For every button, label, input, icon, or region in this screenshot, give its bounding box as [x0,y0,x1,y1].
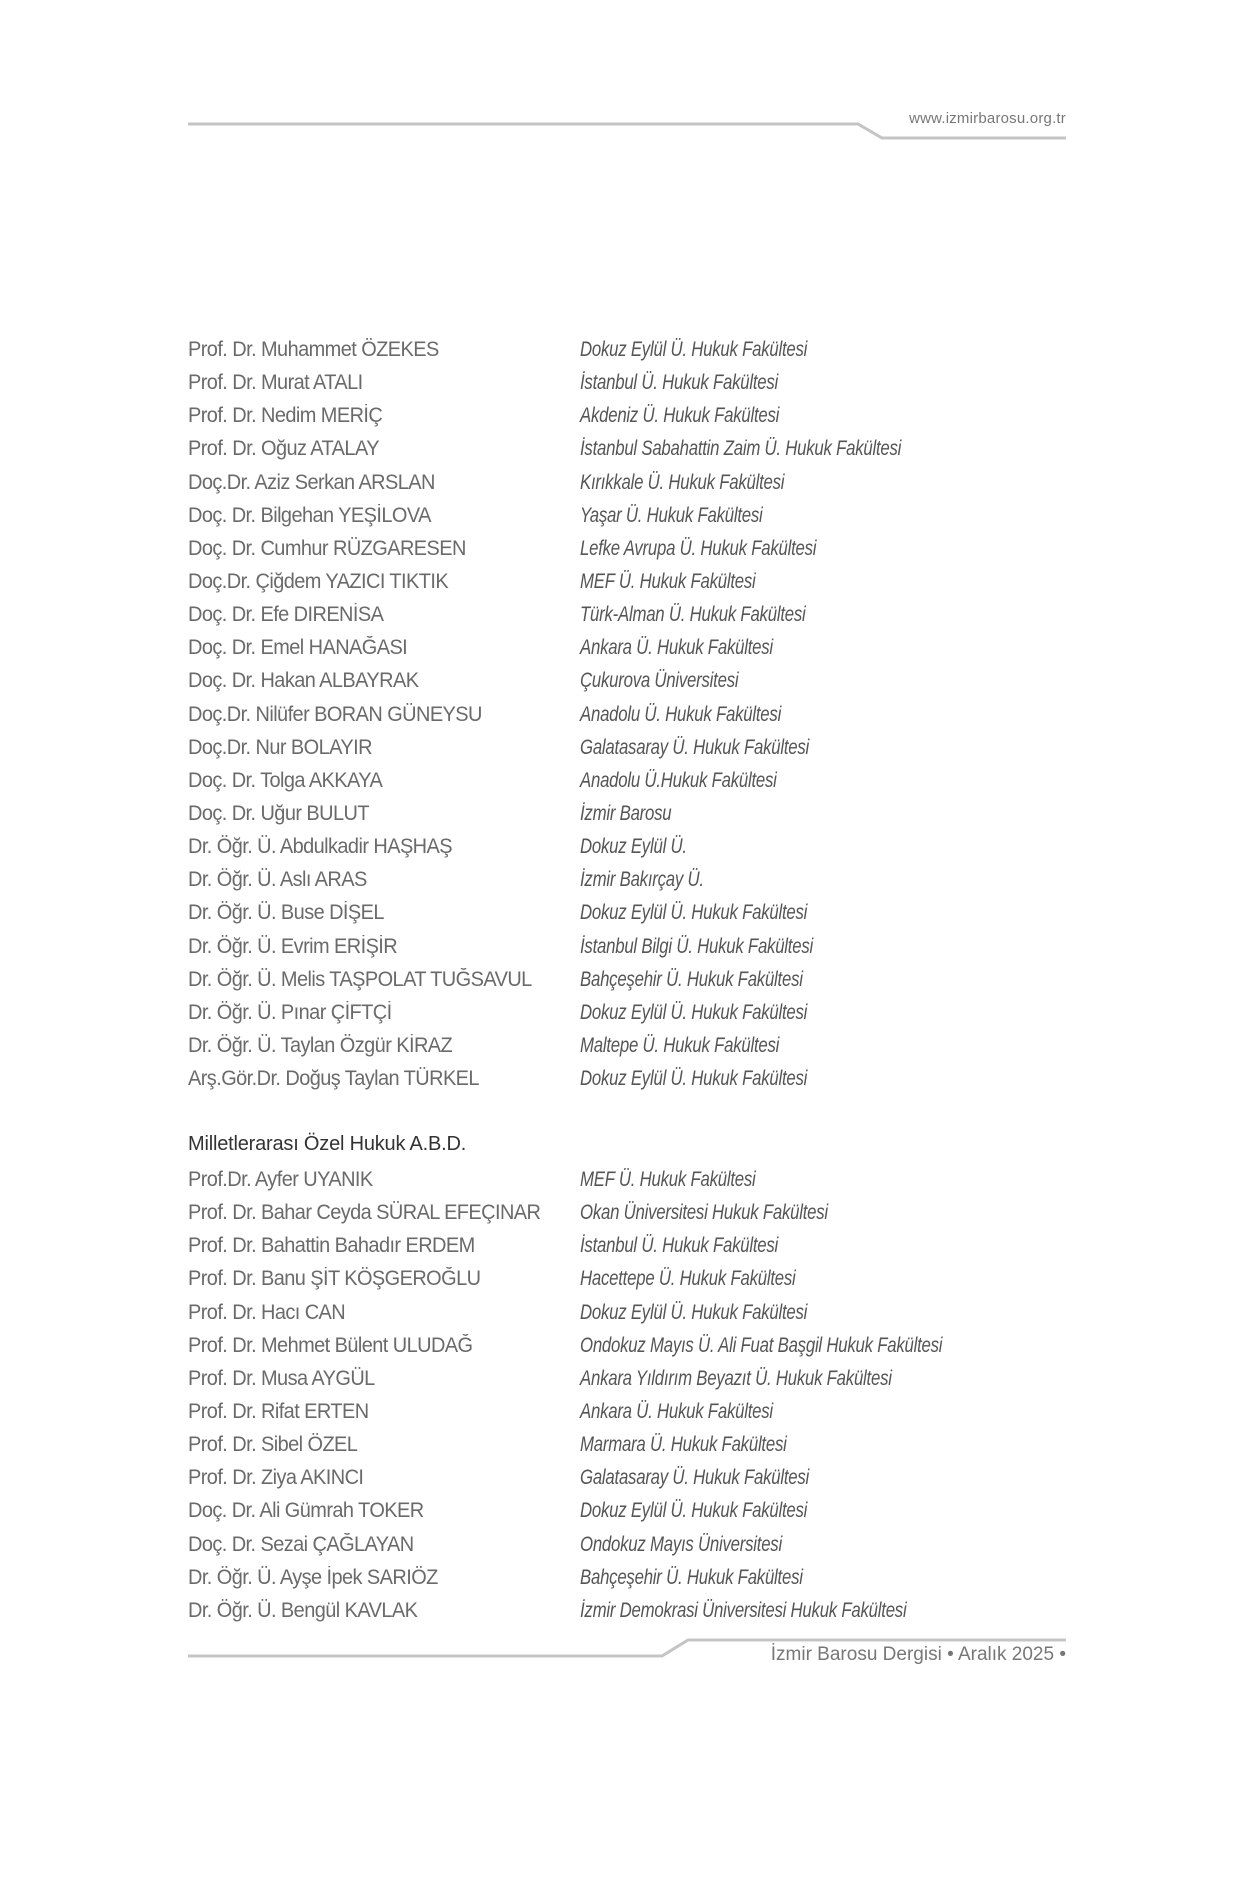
list-item [188,1400,1088,1433]
list-item [188,1201,1088,1234]
member-institution: Yaşar Ü. Hukuk Fakültesi [580,503,763,527]
member-institution: Kırıkkale Ü. Hukuk Fakültesi [580,470,785,494]
member-institution: Dokuz Eylül Ü. Hukuk Fakültesi [580,1300,808,1324]
member-institution: Okan Üniversitesi Hukuk Fakültesi [580,1201,828,1225]
member-institution: Dokuz Eylül Ü. Hukuk Fakültesi [580,1000,808,1024]
member-institution: Dokuz Eylül Ü. [580,835,687,859]
member-name: Doç.Dr. Nur BOLAYIR [188,735,372,759]
member-name: Doç. Dr. Hakan ALBAYRAK [188,669,419,693]
member-institution: Dokuz Eylül Ü. Hukuk Fakültesi [580,338,808,361]
member-name: Doç. Dr. Bilgehan YEŞİLOVA [188,503,431,527]
member-name: Doç. Dr. Emel HANAĞASI [188,636,408,660]
member-institution: İstanbul Ü. Hukuk Fakültesi [580,1234,779,1258]
list-item [188,901,1088,934]
list-item [188,769,1088,802]
faculty-list-1 [188,338,1088,1100]
list-item [188,835,1088,868]
member-name: Doç. Dr. Cumhur RÜZGARESEN [188,536,466,560]
member-institution: Dokuz Eylül Ü. Hukuk Fakültesi [580,1499,808,1523]
member-institution: MEF Ü. Hukuk Fakültesi [580,569,756,593]
list-item [188,1334,1088,1367]
member-name: Doç. Dr. Ali Gümrah TOKER [188,1499,424,1523]
member-name: Dr. Öğr. Ü. Pınar ÇİFTÇİ [188,1000,392,1024]
list-item [188,736,1088,769]
list-item [188,968,1088,1001]
list-item [188,471,1088,504]
list-item [188,1034,1088,1067]
member-name: Doç.Dr. Nilüfer BORAN GÜNEYSU [188,702,482,726]
list-item [188,537,1088,570]
member-institution: Bahçeşehir Ü. Hukuk Fakültesi [580,967,803,991]
member-name: Doç. Dr. Tolga AKKAYA [188,768,383,792]
member-institution: İstanbul Sabahattin Zaim Ü. Hukuk Fakültesi [580,437,902,461]
list-item [188,603,1088,636]
list-item [188,935,1088,968]
member-name: Arş.Gör.Dr. Doğuş Taylan TÜRKEL [188,1067,479,1091]
list-item [188,570,1088,603]
member-name: Dr. Öğr. Ü. Melis TAŞPOLAT TUĞSAVUL [188,967,532,991]
member-name: Prof. Dr. Nedim MERİÇ [188,404,383,428]
member-name: Doç.Dr. Çiğdem YAZICI TIKTIK [188,569,449,593]
member-institution: İzmir Demokrasi Üniversitesi Hukuk Fakültesi [580,1598,907,1622]
member-institution: Maltepe Ü. Hukuk Fakültesi [580,1033,780,1057]
list-item [188,1533,1088,1566]
member-institution: MEF Ü. Hukuk Fakültesi [580,1168,756,1191]
member-name: Doç. Dr. Efe DIRENİSA [188,603,384,627]
section-title: Milletlerarası Özel Hukuk A.B.D. [188,1133,467,1155]
list-item [188,404,1088,437]
member-institution: İzmir Bakırçay Ü. [580,868,704,892]
list-item [188,1499,1088,1532]
member-institution: Ankara Ü. Hukuk Fakültesi [580,1399,773,1423]
member-institution: Marmara Ü. Hukuk Fakültesi [580,1433,787,1457]
member-institution: Ankara Yıldırım Beyazıt Ü. Hukuk Fakültesi [580,1366,892,1390]
list-item [188,1067,1088,1100]
list-item [188,437,1088,470]
member-name: Prof. Dr. Murat ATALI [188,371,363,395]
member-institution: Ondokuz Mayıs Ü. Ali Fuat Başgil Hukuk Fakültesi [580,1333,943,1357]
list-item [188,1599,1088,1632]
member-name: Prof. Dr. Hacı CAN [188,1300,346,1324]
member-name: Prof. Dr. Sibel ÖZEL [188,1433,358,1457]
list-item [188,1168,1088,1201]
member-institution: Çukurova Üniversitesi [580,669,739,693]
member-institution: Ondokuz Mayıs Üniversitesi [580,1532,782,1556]
member-name: Prof. Dr. Oğuz ATALAY [188,437,379,461]
list-item [188,636,1088,669]
list-item [188,1466,1088,1499]
member-institution: Hacettepe Ü. Hukuk Fakültesi [580,1267,796,1291]
member-name: Prof. Dr. Bahar Ceyda SÜRAL EFEÇINAR [188,1201,541,1225]
list-item [188,338,1088,371]
member-institution: Galatasaray Ü. Hukuk Fakültesi [580,1466,810,1490]
member-name: Dr. Öğr. Ü. Evrim ERİŞİR [188,934,398,958]
list-item [188,371,1088,404]
member-institution: Galatasaray Ü. Hukuk Fakültesi [580,735,810,759]
member-name: Dr. Öğr. Ü. Buse DİŞEL [188,901,384,925]
list-item [188,1001,1088,1034]
header-url: www.izmirbarosu.org.tr [909,110,1066,127]
member-institution: Lefke Avrupa Ü. Hukuk Fakültesi [580,536,817,560]
list-item [188,1566,1088,1599]
member-institution: Anadolu Ü. Hukuk Fakültesi [580,702,782,726]
member-name: Dr. Öğr. Ü. Abdulkadir HAŞHAŞ [188,835,452,859]
member-institution: İstanbul Bilgi Ü. Hukuk Fakültesi [580,934,813,958]
member-institution: Anadolu Ü.Hukuk Fakültesi [580,768,777,792]
member-institution: Dokuz Eylül Ü. Hukuk Fakültesi [580,901,808,925]
member-name: Dr. Öğr. Ü. Bengül KAVLAK [188,1598,418,1622]
list-item [188,1234,1088,1267]
list-item [188,703,1088,736]
list-item [188,669,1088,702]
member-institution: Bahçeşehir Ü. Hukuk Fakültesi [580,1565,803,1589]
footer-text: İzmir Barosu Dergisi • Aralık 2025 • [770,1644,1066,1665]
member-institution: İzmir Barosu [580,801,672,825]
member-name: Prof.Dr. Ayfer UYANIK [188,1168,373,1191]
member-name: Doç.Dr. Aziz Serkan ARSLAN [188,470,435,494]
list-item [188,1267,1088,1300]
member-name: Prof. Dr. Muhammet ÖZEKES [188,338,439,361]
faculty-list-2 [188,1168,1088,1632]
list-item [188,1301,1088,1334]
list-item [188,868,1088,901]
member-name: Doç. Dr. Sezai ÇAĞLAYAN [188,1532,414,1556]
member-name: Prof. Dr. Banu ŞİT KÖŞGEROĞLU [188,1267,481,1291]
member-institution: Akdeniz Ü. Hukuk Fakültesi [580,404,780,428]
list-item [188,1367,1088,1400]
member-institution: Ankara Ü. Hukuk Fakültesi [580,636,773,660]
member-name: Prof. Dr. Ziya AKINCI [188,1466,364,1490]
member-name: Dr. Öğr. Ü. Taylan Özgür KİRAZ [188,1033,453,1057]
member-institution: İstanbul Ü. Hukuk Fakültesi [580,371,779,395]
member-name: Dr. Öğr. Ü. Aslı ARAS [188,868,367,892]
member-name: Prof. Dr. Bahattin Bahadır ERDEM [188,1234,475,1258]
member-name: Prof. Dr. Rifat ERTEN [188,1399,369,1423]
member-institution: Türk-Alman Ü. Hukuk Fakültesi [580,603,806,627]
member-name: Prof. Dr. Musa AYGÜL [188,1366,375,1390]
list-item [188,504,1088,537]
list-item [188,1433,1088,1466]
member-name: Doç. Dr. Uğur BULUT [188,801,369,825]
list-item [188,802,1088,835]
member-name: Dr. Öğr. Ü. Ayşe İpek SARIÖZ [188,1565,438,1589]
member-name: Prof. Dr. Mehmet Bülent ULUDAĞ [188,1333,473,1357]
member-institution: Dokuz Eylül Ü. Hukuk Fakültesi [580,1067,808,1091]
